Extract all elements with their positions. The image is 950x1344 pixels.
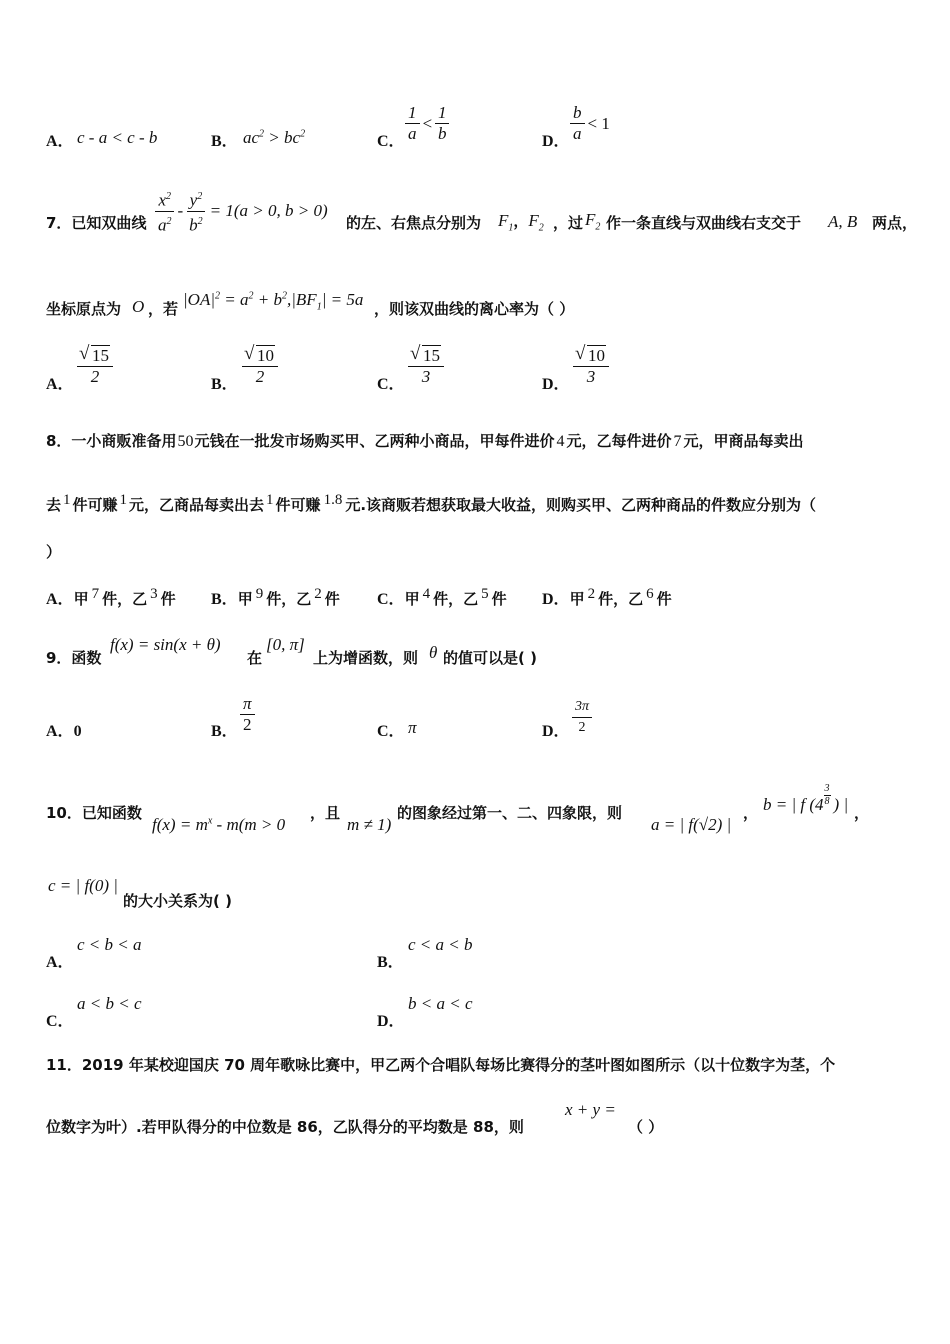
q9-label-d: D． [542, 723, 570, 740]
q8-line1: 8．一小商贩准备用50元钱在一批发市场购买甲、乙两种小商品，甲每件进价 4 元，乙每件进价 7 元，甲商品每卖出 [46, 432, 804, 450]
q9-interval: [0, π] [266, 635, 305, 654]
q6-option-a: c - a < c - b [77, 128, 158, 147]
q6-label-d: D． [542, 133, 570, 150]
q9-label: 9．函数 [46, 649, 102, 667]
q9-text-3: 的值可以是( ) [443, 649, 537, 667]
q8-line3: ） [46, 543, 62, 561]
q10-function: $f(x) = m^x - m(m > 0$ [152, 815, 286, 834]
q10-label-d: D． [377, 1013, 405, 1030]
q10-label-b: B． [377, 954, 404, 971]
q10-option-d: b < a < c [408, 994, 473, 1013]
q7-label-b: B． [211, 376, 238, 393]
q6-label-b: B． [211, 133, 238, 150]
q7-label-c: C． [377, 376, 405, 393]
q8-option-c: C．甲 $^4$ 件，乙 $^5$ 件 [377, 586, 507, 608]
q7-option-b: √ $\frac{10}{2}$ [242, 346, 278, 387]
q10-label-a: A． [46, 954, 74, 971]
q9-option-c: π [408, 718, 417, 737]
q6-option-d: $\frac{b}{a}$ < 1 [570, 103, 610, 144]
q6-option-b: $ac^2 > bc^2$ [243, 128, 306, 147]
q10-option-c: a < b < c [77, 994, 142, 1013]
q10-b-def: b = | f (4 $\frac{3}{8}$ ) | [763, 782, 849, 814]
q7-label-a: A． [46, 376, 74, 393]
q7-points: A, B [828, 212, 858, 231]
q7-equation: $\frac{x^2}{a^2}$ - $\frac{y^2}{b^2}$ = 1(a > 0, b > 0) [155, 187, 328, 235]
q10-text-2: 的图象经过第一、二、四象限，则 [397, 804, 623, 822]
q9-theta: θ [429, 643, 438, 662]
q7-text-3: 作一条直线与双曲线右支交于 [606, 214, 802, 232]
q10-a-def: a = | f(√2) | [651, 815, 732, 834]
q8-option-d: D．甲 $^2$ 件，乙 $^6$ 件 [542, 586, 672, 608]
q7-text-4: 两点， [872, 214, 918, 232]
q7-option-c: √ $\frac{15}{3}$ [408, 346, 444, 387]
q6-option-c: $\frac{1}{a}$ < $\frac{1}{b}$ [405, 103, 449, 144]
q7-option-d: √ $\frac{10}{3}$ [573, 346, 609, 387]
q7-text-1: 的左、右焦点分别为 [346, 214, 482, 232]
q10-label-c: C． [46, 1013, 74, 1030]
q7-line2-a: 坐标原点为 [46, 300, 122, 318]
q9-label-c: C． [377, 723, 405, 740]
q10-label: 10．已知函数 [46, 804, 142, 822]
q7-option-a: √ $\frac{15}{2}$ [77, 346, 113, 387]
q7-text-2: ，过 [553, 214, 584, 232]
q7-origin: O [132, 297, 145, 316]
q7-condition: $|OA|^2 = a^2 + b^2,|BF_1| = 5a$ [183, 290, 364, 313]
q7-label: 7．已知双曲线 [46, 214, 147, 232]
q10-comma-1: ， [743, 804, 759, 822]
q10-comma-2: ， [854, 804, 870, 822]
q10-text-3: 的大小关系为( ) [123, 892, 232, 910]
q7-f1: $F_1$，$F_2$ [498, 211, 544, 234]
q9-label-b: B． [211, 723, 238, 740]
q6-label-a: A． [46, 133, 74, 150]
q11-line1: 11．2019 年某校迎国庆 70 周年歌咏比赛中，甲乙两个合唱队每场比赛得分的茎叶图如图所示（以十位数字为茎，个 [46, 1056, 836, 1074]
q10-condition: m ≠ 1) [347, 815, 392, 834]
q8-line2: 去 $^1$ 件可赚 $^1$ 元，乙商品每卖出去 $^1$ 件可赚 $^{1.8}$ 元.该商贩若想获取最大收益，则购买甲、乙两种商品的件数应分别为（ [46, 492, 817, 514]
q9-option-d: $\frac{3\pi}{2}$ [572, 697, 592, 738]
q9-option-a: A．0 [46, 723, 82, 740]
q9-function: f(x) = sin(x + θ) [110, 635, 221, 654]
q7-f2: $F_2$ [585, 210, 601, 233]
q8-option-b: B．甲 $^9$ 件，乙 $^2$ 件 [211, 586, 340, 608]
q7-label-d: D． [542, 376, 570, 393]
q9-text-1: 在 [247, 649, 263, 667]
q6-label-c: C． [377, 133, 405, 150]
q7-line2-b: ，若 [148, 300, 179, 318]
q8-option-a: A．甲 $^7$ 件，乙 $^3$ 件 [46, 586, 176, 608]
q10-text-1: ，且 [310, 804, 341, 822]
q9-text-2: 上为增函数，则 [313, 649, 419, 667]
q9-option-b: $\frac{\pi}{2}$ [240, 694, 255, 735]
q11-line2: 位数字为叶）.若甲队得分的中位数是 86，乙队得分的平均数是 88，则 [46, 1118, 524, 1136]
q11-equation: x + y = [565, 1100, 616, 1119]
q10-option-b: c < a < b [408, 935, 473, 954]
q10-c-def: c = | f(0) | [48, 876, 118, 895]
q11-answer-bracket: （ ） [628, 1118, 664, 1136]
q10-option-a: c < b < a [77, 935, 142, 954]
q7-line2-c: ，则该双曲线的离心率为（ ） [374, 300, 575, 318]
